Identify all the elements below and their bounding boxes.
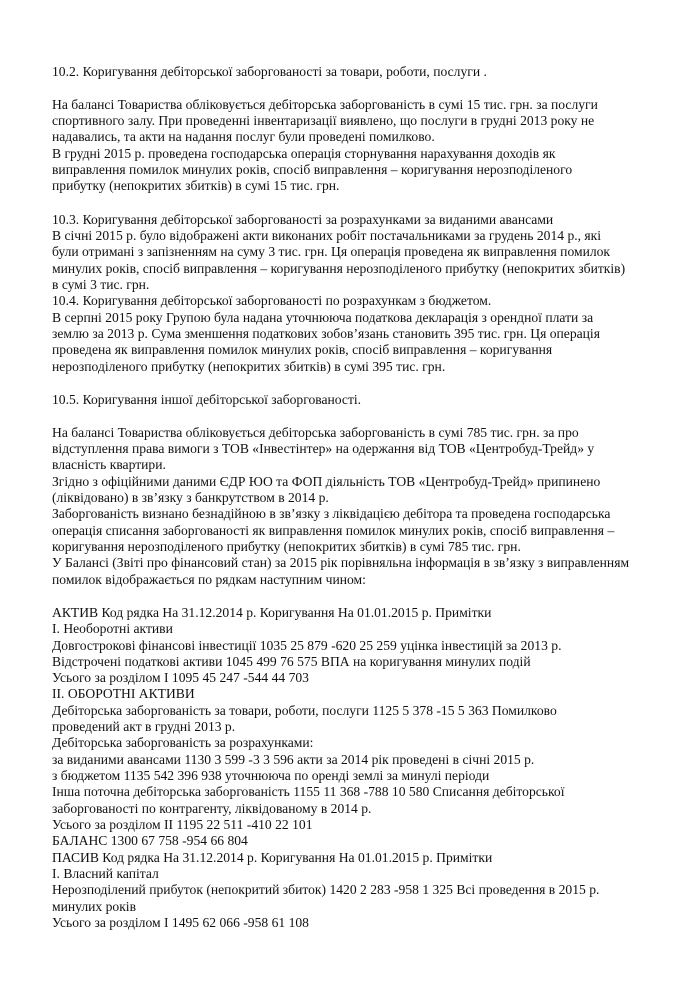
table-section-label: II. ОБОРОТНІ АКТИВИ — [52, 686, 195, 701]
text-line: спортивного залу. При проведенні інвентаризації виявлено, що послуги в грудні 2013 року не — [52, 113, 595, 128]
text-line: Заборгованість визнано безнадійною в зв’язку з ліквідацією дебітора та проведена господарська — [52, 506, 611, 521]
text-line: прибутку (непокритих збитків) в сумі 15 тис. грн. — [52, 178, 340, 193]
text-line: виправлення помилок минулих років, спосіб виправлення – коригування нерозподіленого — [52, 162, 573, 177]
section-heading-10-3: 10.3. Коригування дебіторської заборгованості за розрахунками за виданими авансами — [52, 212, 554, 227]
table-header-assets: АКТИВ Код рядка На 31.12.2014 р. Коригування На 01.01.2015 р. Примітки — [52, 605, 492, 620]
table-row-balance: БАЛАНС 1300 67 758 -954 66 804 — [52, 833, 248, 848]
text-line: проведена як виправлення помилок минулих років, спосіб виправлення – коригування — [52, 342, 553, 357]
text-line: помилок відображається по рядкам наступним чином: — [52, 572, 366, 587]
text-line: були отримані з запізненням на суму 3 тис. грн. Ця операція проведена як виправлення помилок — [52, 244, 611, 259]
table-row: Довгострокові фінансові інвестиції 1035 25 879 -620 25 259 уцінка інвестицій за 2013 р. — [52, 638, 562, 653]
table-row: проведений акт в грудні 2013 р. — [52, 719, 236, 734]
text-line: надавались, та акти на надання послуг були проведені помилково. — [52, 129, 435, 144]
text-line: (ліквідовано) в зв’язку з банкрутством в 2014 р. — [52, 490, 329, 505]
text-line: В серпні 2015 року Групою була надана уточнююча податкова декларація з орендної плати за — [52, 310, 594, 325]
table-row: Дебіторська заборгованість за розрахунками: — [52, 735, 314, 750]
table-row-total: Усього за розділом I 1095 45 247 -544 44 703 — [52, 670, 309, 685]
table-row-total: Усього за розділом II 1195 22 511 -410 22 101 — [52, 817, 313, 832]
table-row: Відстрочені податкові активи 1045 499 76 575 ВПА на коригування минулих подій — [52, 654, 531, 669]
table-header-liabilities: ПАСИВ Код рядка На 31.12.2014 р. Коригування На 01.01.2015 р. Примітки — [52, 850, 493, 865]
text-line: коригування нерозподіленого прибутку (непокритих збитків) в сумі 785 тис. грн. — [52, 539, 521, 554]
section-heading-10-4: 10.4. Коригування дебіторської заборгованості по розрахункам з бюджетом. — [52, 293, 492, 308]
text-line: В січні 2015 р. було відображені акти виконаних робіт постачальниками за грудень 2014 р., які — [52, 228, 602, 243]
text-line: На балансі Товариства обліковується дебіторська заборгованість в сумі 15 тис. грн. за послуги — [52, 97, 598, 112]
text-line: нерозподіленого прибутку (непокритих збитків) в сумі 395 тис. грн. — [52, 359, 446, 374]
table-row: Нерозподілений прибуток (непокритий збиток) 1420 2 283 -958 1 325 Всі проведення в 2015 р. — [52, 882, 600, 897]
text-line: У Балансі (Звіті про фінансовий стан) за 2015 рік порівняльна інформація в зв’язку з виправленням — [52, 555, 630, 570]
text-line: власність квартири. — [52, 457, 166, 472]
table-section-label: I. Необоротні активи — [52, 621, 173, 636]
table-section-label: I. Власний капітал — [52, 866, 159, 881]
section-heading-10-2: 10.2. Коригування дебіторської заборгованості за товари, роботи, послуги . — [52, 64, 487, 79]
text-line: землю за 2013 р. Сума зменшення податкових зобов’язань становить 395 тис. грн. Ця операція — [52, 326, 600, 341]
text-line: операція списання заборгованості як виправлення помилок минулих років, спосіб виправлення – — [52, 523, 615, 538]
text-line: В грудні 2015 р. проведена господарська операція сторнування нарахування доходів як — [52, 146, 556, 161]
table-row: Дебіторська заборгованість за товари, роботи, послуги 1125 5 378 -15 5 363 Помилково — [52, 703, 557, 718]
table-row: минулих років — [52, 899, 136, 914]
table-row-total: Усього за розділом I 1495 62 066 -958 61 108 — [52, 915, 309, 930]
text-line: відступлення права вимоги з ТОВ «Інвестінтер» на одержання від ТОВ «Центробуд-Трейд» у — [52, 441, 595, 456]
text-line: минулих років, спосіб виправлення – коригування нерозподіленого прибутку (непокритих збитків) — [52, 261, 626, 276]
table-row: з бюджетом 1135 542 396 938 уточнююча по оренді землі за минулі періоди — [52, 768, 490, 783]
table-row: за виданими авансами 1130 3 599 -3 3 596 акти за 2014 рік проведені в січні 2015 р. — [52, 752, 535, 767]
text-line: в сумі 3 тис. грн. — [52, 277, 150, 292]
text-line: На балансі Товариства обліковується дебіторська заборгованість в сумі 785 тис. грн. за про — [52, 425, 579, 440]
text-line: Згідно з офіційними даними ЄДР ЮО та ФОП діяльність ТОВ «Центробуд-Трейд» припинено — [52, 474, 601, 489]
section-heading-10-5: 10.5. Коригування іншої дебіторської заборгованості. — [52, 392, 362, 407]
table-row: заборгованості по контрагенту, ліквідованому в 2014 р. — [52, 801, 372, 816]
table-row: Інша поточна дебіторська заборгованість 1155 11 368 -788 10 580 Списання дебіторської — [52, 784, 565, 799]
